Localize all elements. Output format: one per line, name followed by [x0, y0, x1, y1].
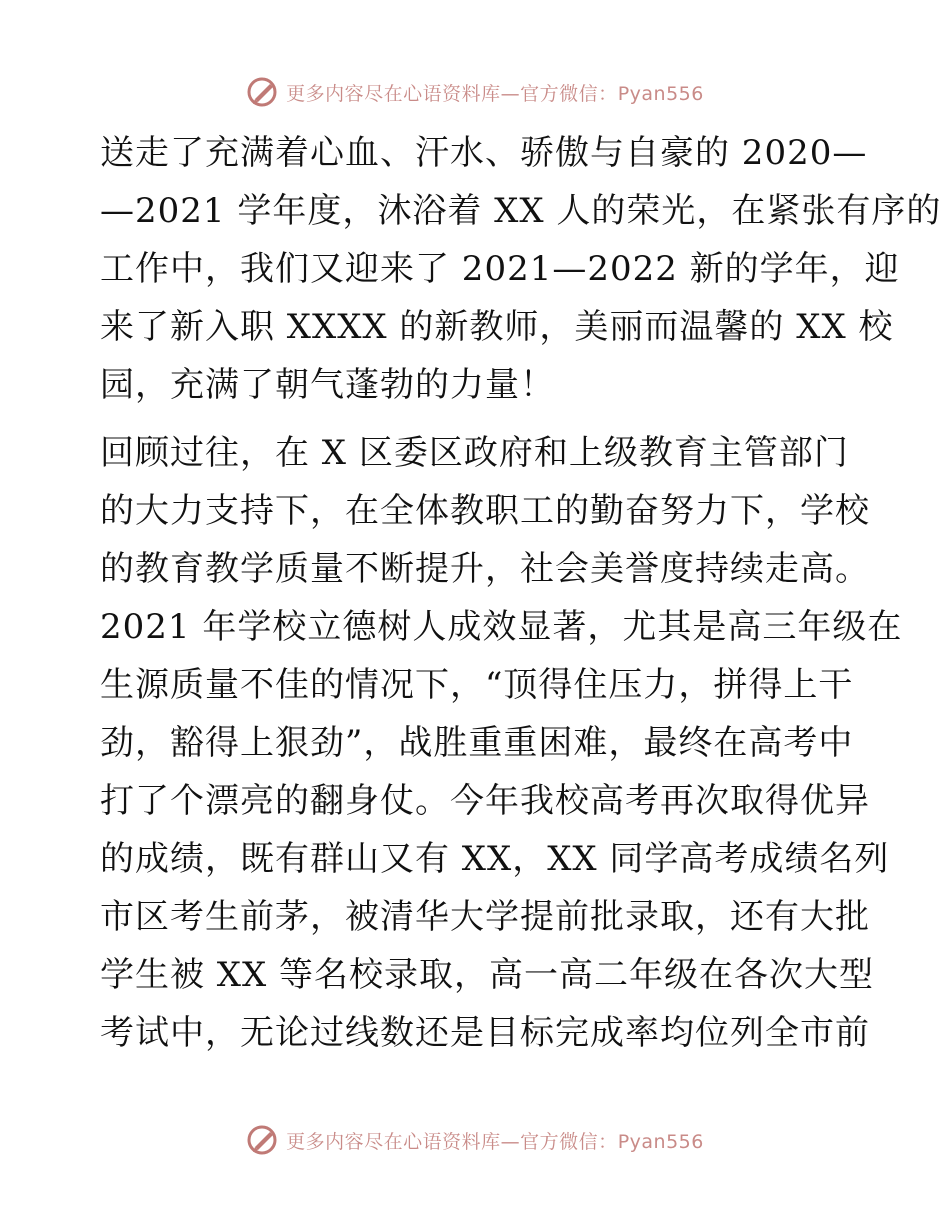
banner-dash: —	[500, 1130, 521, 1153]
banner-wechat-label: 官方微信：	[520, 82, 618, 105]
footer-banner	[0, 1120, 950, 1160]
text-line: 送走了充满着心血、汗水、骄傲与自豪的 2020—	[100, 133, 868, 173]
document-body	[100, 124, 942, 1072]
header-banner	[0, 72, 950, 112]
banner-wechat-id: Pyan556	[617, 1130, 704, 1153]
text-line: 的大力支持下，在全体教职工的勤奋努力下，学校	[100, 491, 870, 531]
text-line: 回顾过往，在 X 区委区政府和上级教育主管部门	[100, 433, 849, 473]
banner-main-text: 更多内容尽在心语资料库	[286, 1130, 501, 1153]
banner-wechat-id: Pyan556	[617, 82, 704, 105]
text-line: 来了新入职 XXXX 的新教师，美丽而温馨的 XX 校	[100, 307, 894, 347]
text-line: 的成绩，既有群山又有 XX，XX 同学高考成绩名列	[100, 839, 890, 879]
pen-circle-logo-icon	[246, 1123, 280, 1157]
text-line: —2021 学年度，沐浴着 XX 人的荣光，在紧张有序的	[100, 191, 942, 231]
text-line: 学生被 XX 等名校录取，高一高二年级在各次大型	[100, 955, 875, 995]
banner-wechat-label: 官方微信：	[520, 1130, 618, 1153]
text-line: 园，充满了朝气蓬勃的力量！	[100, 365, 555, 405]
text-line: 劲，豁得上狠劲”，战胜重重困难，最终在高考中	[100, 723, 854, 763]
banner-dash: —	[500, 82, 521, 105]
paragraph-1	[100, 124, 942, 414]
text-line: 生源质量不佳的情况下，“顶得住压力，拼得上干	[100, 665, 854, 705]
text-line: 市区考生前茅，被清华大学提前批录取，还有大批	[100, 897, 870, 937]
text-line: 的教育教学质量不断提升，社会美誉度持续走高。	[100, 549, 870, 589]
pen-circle-logo-icon	[246, 75, 280, 109]
banner-text	[286, 1127, 704, 1154]
text-line: 工作中，我们又迎来了 2021—2022 新的学年，迎	[100, 249, 900, 289]
paragraph-2	[100, 424, 903, 1062]
banner-text	[286, 79, 704, 106]
text-line: 考试中，无论过线数还是目标完成率均位列全市前	[100, 1013, 870, 1053]
text-line: 2021 年学校立德树人成效显著，尤其是高三年级在	[100, 607, 903, 647]
banner-main-text: 更多内容尽在心语资料库	[286, 82, 501, 105]
text-line: 打了个漂亮的翻身仗。今年我校高考再次取得优异	[100, 781, 870, 821]
